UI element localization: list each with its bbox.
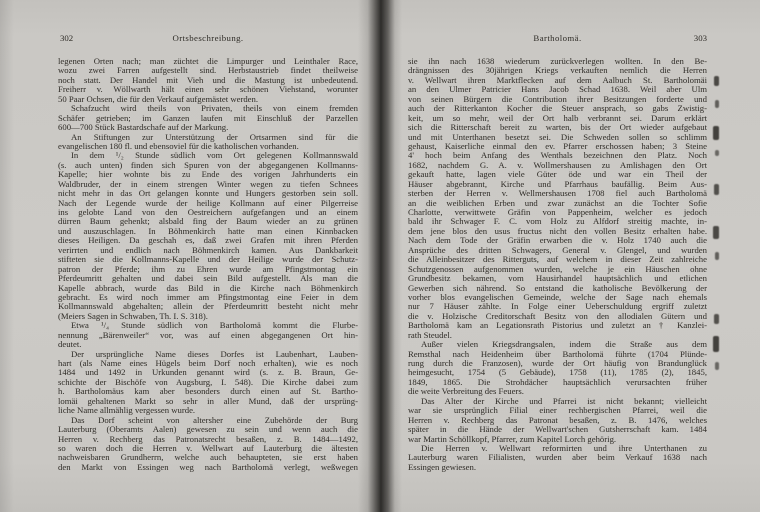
edge-speck: [714, 76, 719, 86]
text-line: liche Name allmählig vergessen wurde.: [58, 406, 196, 416]
text-line: Freiherr v. Wöllwarth hält einen sehr schönen Viehstand, worunter: [58, 85, 358, 95]
text-line: schichte der Bischöfe von Augsburg, I. 548). Die Kirche dabei zum: [58, 377, 358, 387]
text-line: Grundbesitz bekamen, vom Hausirhandel hauptsächlich und etlichen: [408, 274, 707, 284]
right-page-number: 303: [693, 33, 707, 43]
paragraph: [58, 151, 358, 321]
text-line: Die Herren v. Wellwart reformirten und ihre Unterthanen zu: [421, 443, 707, 453]
text-line: Schäfer getrieben; im Ganzen laufen mit Einschluß der Parzellen: [58, 113, 358, 123]
text-line: Herren v. Rechberg das Patronatsrecht besaßen, z. B. 1484—1492,: [58, 434, 358, 444]
text-line: bald ihr Schwager F. C. vom Holz zu Alfdorf streitig machte, in-: [408, 217, 707, 227]
text-line: patron der Pferde; ihm zu Ehren wurde am Pfingstmontag ein: [58, 264, 358, 274]
binding-gutter-shadow: [358, 0, 402, 512]
edge-speck: [714, 314, 719, 324]
edge-speck: [715, 100, 719, 108]
left-text-block: [58, 57, 358, 472]
edge-speck: [715, 362, 719, 370]
text-line: nur 7 Häuser zählte. In Folge einer Ueberschuldung ergriff zuletzt: [408, 302, 707, 312]
text-line: so waren doch die Herren v. Wellwart auf Lauterburg die ältesten: [58, 443, 358, 453]
text-line: Schafzucht wird theils von Privaten, theils von einem fremden: [71, 104, 358, 114]
text-line: den Markt von Essingen weg nach Bartholomä verlegt, weßwegen: [58, 462, 358, 472]
text-line: In dem ¹/₂ Stunde südlich vom Ort gelegenen Kollmannswald: [71, 151, 358, 161]
text-line: dem jene blos den usus fructus nicht den vollen Besitz erhalten habe.: [408, 226, 707, 236]
paragraph: [408, 397, 707, 444]
text-line: Häuser abgebrannt, Kirche und Pfarrhaus baufällig. Beim Aus-: [408, 179, 707, 189]
left-page-header: [58, 33, 358, 44]
text-line: Etwa ¹/₄ Stunde südlich von Bartholomä kommt die Flurbe-: [71, 321, 358, 331]
text-line: Kapelle; hier wohnte bis zu Ende des vorigen Jahrhunderts ein: [58, 170, 358, 180]
left-running-head: Ortsbeschreibung.: [172, 33, 244, 43]
text-line: und mit Unterthanen besetzt sei. Die Schweden sollen so schlimm: [408, 132, 707, 142]
text-line: Pferdeumritt gehalten und dabei sein Bild aufgestellt. Als man die: [58, 274, 358, 284]
text-line: Das Dorf scheint von altersher eine Zubehörde der Burg: [71, 415, 358, 425]
text-line: Das Alter der Kirche und Pfarrei ist nicht bekannt; vielleicht: [421, 396, 707, 406]
edge-speck: [713, 336, 719, 352]
paragraph: [58, 321, 358, 349]
text-line: und auszuschlagen. In Böhmenkirch hatte man einen Kinnbacken: [58, 226, 358, 236]
text-line: stifteten sie die Kollmanns-Kapelle und der Heilige wurde der Schutz-: [58, 255, 358, 265]
text-line: später in die Hände der Wellwart'schen Gutsherrschaft kam. 1484: [408, 425, 707, 435]
text-line: drängnissen des 30jährigen Kriegs verkauften nemlich die Herren: [408, 66, 707, 76]
edge-speck: [713, 126, 719, 140]
text-line: Außer vielen Kriegsdrangsalen, indem die Straße aus dem: [421, 340, 707, 350]
text-line: sie ihn nach 1638 wiederum zurückverlegen wollten. In den Be-: [408, 57, 707, 66]
text-line: Waldbruder, der in einem strengen Winter wegen zu tiefen Schnees: [58, 179, 358, 189]
text-line: rung durch die Franzosen), wurde der Ort häufig von Brandunglück: [408, 359, 707, 368]
text-line: 50 Paar Ochsen, die für den Verkauf aufgemästet werden.: [58, 94, 259, 104]
edge-speck: [714, 184, 719, 195]
text-line: ins gelobte Land von den Oestreichern aufgefangen und an einem: [58, 208, 358, 217]
text-line: 1682, nachdem G. A. v. Wollmershausen zu Amlishagen den Ort: [408, 160, 707, 170]
right-page-header: [408, 33, 707, 44]
text-line: die Alleinbesitzer des Ritterguts, auf welchem in dieser Zeit zahlreiche: [408, 255, 707, 265]
left-page-number: 302: [60, 33, 74, 43]
edge-speck: [713, 226, 719, 239]
text-line: gebracht. Es wird noch immer am Pfingstmontag eine Feier in dem: [58, 292, 358, 302]
text-line: Essingen gewiesen.: [408, 462, 477, 472]
text-line: Der ursprüngliche Name dieses Dorfes ist Laubenhart, Lauben-: [71, 349, 358, 359]
text-line: 1849, 1865. Die Strohdächer hauptsächlich verursachten früher: [408, 377, 707, 387]
text-line: hart (als Name eines Hügels beim Dorf noch erhalten), wie es noch: [58, 359, 358, 368]
text-line: Charlotte, verwittwete Gräfin von Pappenheim, welcher es jedoch: [408, 208, 707, 217]
paragraph: [408, 57, 707, 340]
text-line: Kollmannswald abgehalten; allein der Pferdeumritt besteht nicht mehr: [58, 302, 358, 312]
text-line: (s. auch unten) finden sich Spuren von der abgegangenen Kollmanns-: [58, 160, 358, 170]
text-line: v. Wellwart ihren Marktflecken auf dem Aalbuch St. Bartholomäi: [408, 75, 707, 85]
text-line: nicht mehr in das Ort gelangen konnte und Hungers gestorben sein soll.: [58, 189, 358, 199]
paragraph: [58, 57, 358, 104]
paragraph: [58, 416, 358, 473]
text-line: dieses Heiligen. Da geschah es, daß zwei Grafen mit ihren Pferden: [58, 236, 358, 246]
text-line: an die weiblichen Erben und zwar zunächst an die Tochter Sofie: [408, 198, 707, 208]
text-line: verirrten und endlich nach Böhmenkirch kamen. Aus Dankbarkeit: [58, 245, 358, 255]
text-line: legenen Orten nach; man züchtet die Limpurger und Leinthaler Race,: [58, 57, 358, 66]
text-line: An Stiftungen zur Unterstützung der Ortsarmen sind für die: [71, 132, 358, 142]
text-line: noch statt. Der Handel mit Vieh und die Mastung ist unbedeutend.: [58, 75, 358, 85]
text-line: 600—700 Stück Bastardschafe auf der Markung.: [58, 123, 229, 133]
text-line: Ansprüche des dritten Schwagers, General v. Glengel, und wurden: [408, 245, 707, 255]
text-line: auch der Ritterkanton Kocher die Steuer ansprach, so gabs Zwistig-: [408, 104, 707, 114]
text-line: heimgesucht, 1754 (5 Gebäude), 1758 (11), 1785 (2), 1845,: [408, 368, 707, 378]
edge-speck: [715, 252, 719, 260]
text-line: Schutzgenossen aufgenommen wurden, welche je ein Häuschen ohne: [408, 264, 707, 274]
text-line: lomäi gehaltenen Markt so sehr in aller Mund, daß der ursprüng-: [58, 396, 358, 406]
text-line: war Martin Schöllkopf, Pfarrer, zum Kapitel Lorch gehörig.: [408, 434, 617, 444]
text-line: wozu zwei Farren aufgestellt sind. Herbstaustrieb findet theilweise: [58, 66, 358, 76]
paragraph: [58, 133, 358, 152]
text-line: (Meiers Sagen in Schwaben, Th. I. S. 318).: [58, 311, 208, 321]
text-line: sterben der Herren v. Wellmershausen 1708 fiel auch Bartholomä: [408, 189, 707, 199]
text-line: gekauft hatte, lagen viele Güter öde und war ein Theil der: [408, 170, 707, 180]
paragraph: [408, 340, 707, 397]
text-line: Gewerben sich nährend. So entstand die katholische Bevölkerung der: [408, 283, 707, 293]
text-line: an den Ulmer Patricier Hans Jacob Schad 1638. Weil aber Ulm: [408, 85, 707, 95]
text-line: Nach dem Tode der Gräfin erwarben die v. Holz 1740 auch die: [408, 236, 707, 246]
text-line: gehaust, Kaiserliche einmal den ev. Pfarrer erschossen haben; 3 Steine: [408, 141, 707, 151]
text-line: nennung „Bärenweiler“ vor, was auf einen abgegangenen Ort hin-: [58, 330, 358, 340]
text-line: vorher blos evangelischen Gemeinde, welche der Sage nach ehemals: [408, 292, 707, 302]
text-line: rath Steudel.: [408, 330, 452, 340]
text-line: Nach der Legende wurde der heilige Kollmann auf einer Pilgerreise: [58, 198, 358, 208]
text-line: sich die Ritterschaft bereit zu warten, bis der Ort wieder aufgebaut: [408, 123, 707, 133]
text-line: evangelischen 180 fl. und ebensoviel für die katholischen vorhanden.: [58, 141, 299, 151]
text-line: Bartholomä kam an Legationsrath Pistorius und zuletzt an † Kanzlei-: [408, 321, 707, 331]
text-line: 1484 und 1492 in Urkunden genannt wird (s. z. B. Braun, Ge-: [58, 368, 358, 378]
text-line: von seinen Bürgern die Contribution ihrer Besitzungen forderte und: [408, 94, 707, 104]
text-line: die v. Holzische Creditorschaft Besitz von den allodialen Gütern und: [408, 311, 707, 321]
text-line: h. Bartholomäus kam aber besonders durch einen auf St. Bartho-: [58, 387, 358, 397]
text-line: nachweisbaren Grundherrn, welche auch behaupteten, sie erst haben: [58, 453, 358, 463]
right-page: [408, 33, 707, 472]
left-page: [58, 33, 358, 472]
text-line: 4' hoch beim Anfang des Wenthals bezeichnen den Platz. Noch: [408, 151, 707, 161]
edge-speck: [715, 150, 719, 156]
text-line: Kapelle abbrach, wurde das Bild in die Kirche nach Böhmenkirch: [58, 283, 358, 293]
text-line: Herren v. Rechberg das Patronat besaßen, z. B. 1476, welches: [408, 415, 707, 425]
text-line: Remsthal nach Heidenheim über Bartholomä führte (1704 Plünde-: [408, 349, 707, 359]
paragraph: [58, 104, 358, 132]
text-line: keit, um so mehr, weil der Ort halb verbrannt sei. Darum erklärt: [408, 113, 707, 123]
text-line: dürren Baum gehenkt; alsbald fing der Baum wieder an zu grünen: [58, 217, 358, 227]
text-line: Lauterburg (Oberamts Aalen) gewesen zu sein und wenn auch die: [58, 425, 358, 435]
text-line: war sie ursprünglich Filial einer rechbergischen Pfarrei, weil die: [408, 406, 707, 416]
right-running-head: Bartholomä.: [533, 33, 582, 43]
text-line: deutet.: [58, 340, 82, 350]
paragraph: [58, 350, 358, 416]
text-line: die weite Verbreitung des Feuers.: [408, 387, 524, 397]
text-line: Lauterburg waren Filialisten, wurden aber beim Verkauf 1638 nach: [408, 453, 707, 463]
right-text-block: [408, 57, 707, 472]
paragraph: [408, 444, 707, 472]
